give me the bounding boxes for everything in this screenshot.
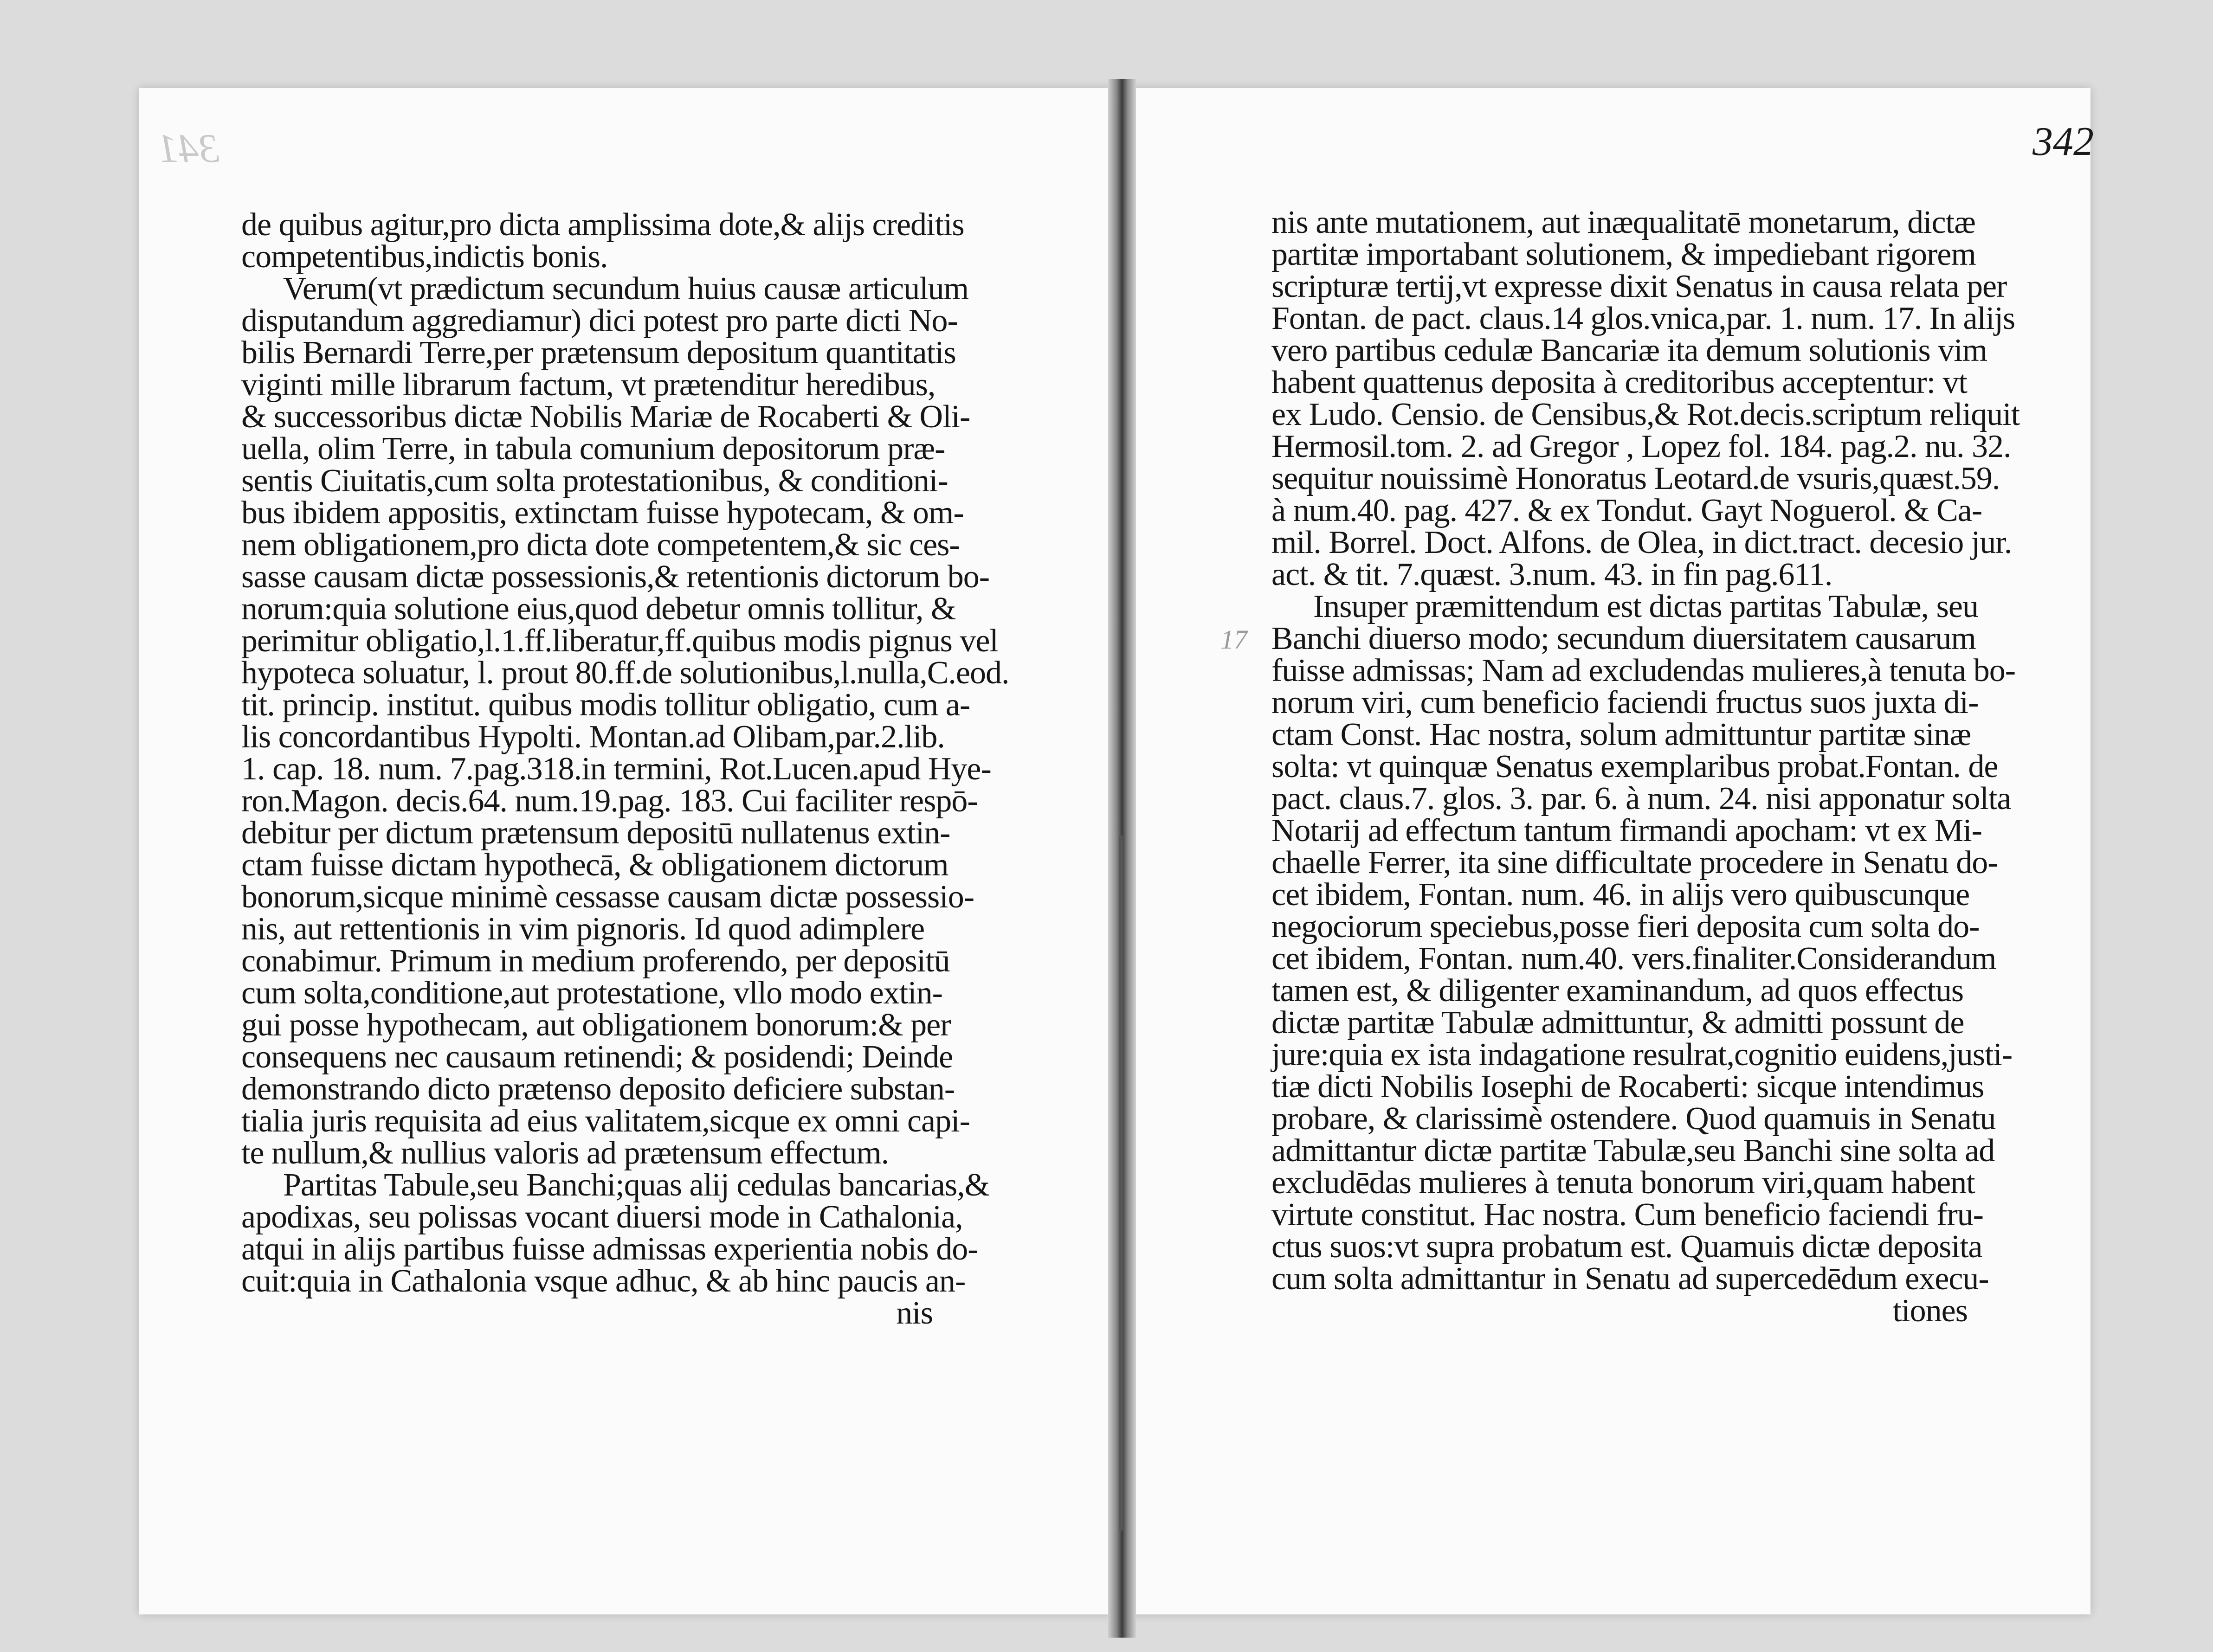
text-line: 1. cap. 18. num. 7.pag.318.in termini, Rot.Lucen.apud Hye- xyxy=(241,751,991,787)
text-line: de quibus agitur,pro dicta amplissima dote,& alijs creditis xyxy=(241,207,964,243)
text-line: chaelle Ferrer, ita sine difficultate procedere in Senatu do- xyxy=(1271,845,1998,881)
text-line: viginti mille librarum factum, vt prætenditur heredibus, xyxy=(241,367,936,403)
binding-thread xyxy=(1119,835,1123,1531)
text-line: cet ibidem, Fontan. num. 46. in alijs vero quibuscunque xyxy=(1271,877,1970,913)
text-line: tit. princip. institut. quibus modis tollitur obligatio, cum a- xyxy=(241,687,970,723)
text-line: bus ibidem appositis, extinctam fuisse hypotecam, & om- xyxy=(241,495,964,531)
text-line: act. & tit. 7.quæst. 3.num. 43. in fin pag.611. xyxy=(1271,557,1832,592)
text-line: sequitur nouissimè Honoratus Leotard.de vsuris,quæst.59. xyxy=(1271,461,2000,496)
text-line: ctam fuisse dictam hypothecā, & obligationem dictorum xyxy=(241,847,948,883)
text-line: sentis Ciuitatis,cum solta protestationibus, & conditioni- xyxy=(241,463,948,499)
left-folio-number: 341 xyxy=(158,126,219,171)
right-folio-number: 342 xyxy=(2032,119,2094,164)
text-line: ctam Const. Hac nostra, solum admittuntur partitæ sinæ xyxy=(1271,717,1971,752)
text-line: nis ante mutationem, aut inæqualitatē monetarum, dictæ xyxy=(1271,205,1975,240)
right-margin-note: 17 xyxy=(1220,624,1247,655)
text-line: nis, aut rettentionis in vim pignoris. Id quod adimplere xyxy=(241,911,925,947)
text-line: solta: vt quinquæ Senatus exemplaribus probat.Fontan. de xyxy=(1271,749,1998,784)
text-line: gui posse hypothecam, aut obligationem bonorum:& per xyxy=(241,1007,951,1043)
text-line: apodixas, seu polissas vocant diuersi mode in Cathalonia, xyxy=(241,1199,963,1235)
left-page-text xyxy=(241,207,1009,1331)
text-line: sasse causam dictæ possessionis,& retentionis dictorum bo- xyxy=(241,559,990,595)
text-line: Hermosil.tom. 2. ad Gregor , Lopez fol. 184. pag.2. nu. 32. xyxy=(1271,429,2011,464)
text-line: partitæ importabant solutionem, & impediebant rigorem xyxy=(1271,237,1976,272)
catchword: nis xyxy=(896,1295,933,1331)
text-line: scripturæ tertij,vt expresse dixit Senatus in causa relata per xyxy=(1271,269,2007,304)
text-line: ex Ludo. Censio. de Censibus,& Rot.decis.scriptum reliquit xyxy=(1271,397,2020,432)
text-line: Fontan. de pact. claus.14 glos.vnica,par. 1. num. 17. In alijs xyxy=(1271,301,2015,336)
text-line: cet ibidem, Fontan. num.40. vers.finaliter.Considerandum xyxy=(1271,941,1996,977)
text-line: perimitur obligatio,l.1.ff.liberatur,ff.quibus modis pignus vel xyxy=(241,623,998,659)
text-line: consequens nec causaum retinendi; & posidendi; Deinde xyxy=(241,1039,953,1075)
right-page-text xyxy=(1271,205,2020,1329)
text-line: competentibus,indictis bonis. xyxy=(241,239,608,275)
text-line: atqui in alijs partibus fuisse admissas experientia nobis do- xyxy=(241,1231,978,1267)
text-line: habent quattenus deposita à creditoribus acceptentur: vt xyxy=(1271,365,1968,400)
text-line: norum:quia solutione eius,quod debetur omnis tollitur, & xyxy=(241,591,956,627)
text-line: fuisse admissas; Nam ad excludendas mulieres,à tenuta bo- xyxy=(1271,653,2016,688)
text-line: cum solta admittantur in Senatu ad supercedēdum execu- xyxy=(1271,1261,1989,1297)
catchword: tiones xyxy=(1892,1293,1968,1329)
text-line: ctus suos:vt supra probatum est. Quamuis dictæ deposita xyxy=(1271,1229,1982,1265)
text-line: norum viri, cum beneficio faciendi fructus suos juxta di- xyxy=(1271,685,1979,720)
text-line: & successoribus dictæ Nobilis Mariæ de Rocaberti & Oli- xyxy=(241,399,970,435)
text-line: bilis Bernardi Terre,per prætensum depositum quantitatis xyxy=(241,335,956,371)
text-line: jure:quia ex ista indagatione resulrat,cognitio euidens,justi- xyxy=(1271,1037,2013,1073)
text-line: virtute constitut. Hac nostra. Cum beneficio faciendi fru- xyxy=(1271,1197,1983,1233)
text-line: probare, & clarissimè ostendere. Quod quamuis in Senatu xyxy=(1271,1101,1996,1137)
text-line: hypoteca soluatur, l. prout 80.ff.de solutionibus,l.nulla,C.eod. xyxy=(241,655,1009,691)
text-line: vero partibus cedulæ Bancariæ ita demum solutionis vim xyxy=(1271,333,1987,368)
text-line: lis concordantibus Hypolti. Montan.ad Olibam,par.2.lib. xyxy=(241,719,945,755)
text-line: tiæ dicti Nobilis Iosephi de Rocaberti: sicque intendimus xyxy=(1271,1069,1984,1105)
text-line: demonstrando dicto prætenso deposito deficiere substan- xyxy=(241,1071,955,1107)
text-line: Partitas Tabule,seu Banchi;quas alij cedulas bancarias,& xyxy=(283,1167,990,1203)
text-line: pact. claus.7. glos. 3. par. 6. à num. 24. nisi apponatur solta xyxy=(1271,781,2011,816)
text-line: dictæ partitæ Tabulæ admittuntur, & admitti possunt de xyxy=(1271,1005,1964,1041)
text-line: Verum(vt prædictum secundum huius causæ articulum xyxy=(283,271,969,307)
text-line: tamen est, & diligenter examinandum, ad quos effectus xyxy=(1271,973,1964,1009)
text-line: Insuper præmittendum est dictas partitas Tabulæ, seu xyxy=(1313,589,1978,624)
text-line: Notarij ad effectum tantum firmandi apocham: vt ex Mi- xyxy=(1271,813,1982,848)
text-line: excludēdas mulieres à tenuta bonorum viri,quam habent xyxy=(1271,1165,1975,1201)
text-line: nem obligationem,pro dicta dote competentem,& sic ces- xyxy=(241,527,960,563)
text-line: admittantur dictæ partitæ Tabulæ,seu Banchi sine solta ad xyxy=(1271,1133,1995,1169)
text-line: ron.Magon. decis.64. num.19.pag. 183. Cui faciliter respō- xyxy=(241,783,978,819)
text-line: te nullum,& nullius valoris ad prætensum effectum. xyxy=(241,1135,889,1171)
text-line: mil. Borrel. Doct. Alfons. de Olea, in dict.tract. decesio jur. xyxy=(1271,525,2012,560)
text-line: disputandum aggrediamur) dici potest pro parte dicti No- xyxy=(241,303,958,339)
text-line: negociorum speciebus,posse fieri deposita cum solta do- xyxy=(1271,909,1980,945)
text-line: cum solta,conditione,aut protestatione, vllo modo extin- xyxy=(241,975,942,1011)
text-line: cuit:quia in Cathalonia vsque adhuc, & ab hinc paucis an- xyxy=(241,1263,966,1299)
text-line: à num.40. pag. 427. & ex Tondut. Gayt Noguerol. & Ca- xyxy=(1271,493,1982,528)
text-line: debitur per dictum prætensum depositū nullatenus extin- xyxy=(241,815,950,851)
text-line: conabimur. Primum in medium proferendo, per depositū xyxy=(241,943,950,979)
text-line: tialia juris requisita ad eius valitatem,sicque ex omni capi- xyxy=(241,1103,970,1139)
text-line: uella, olim Terre, in tabula comunium depositorum præ- xyxy=(241,431,945,467)
text-line: bonorum,sicque minimè cessasse causam dictæ possessio- xyxy=(241,879,974,915)
text-line: Banchi diuerso modo; secundum diuersitatem causarum xyxy=(1271,621,1976,656)
